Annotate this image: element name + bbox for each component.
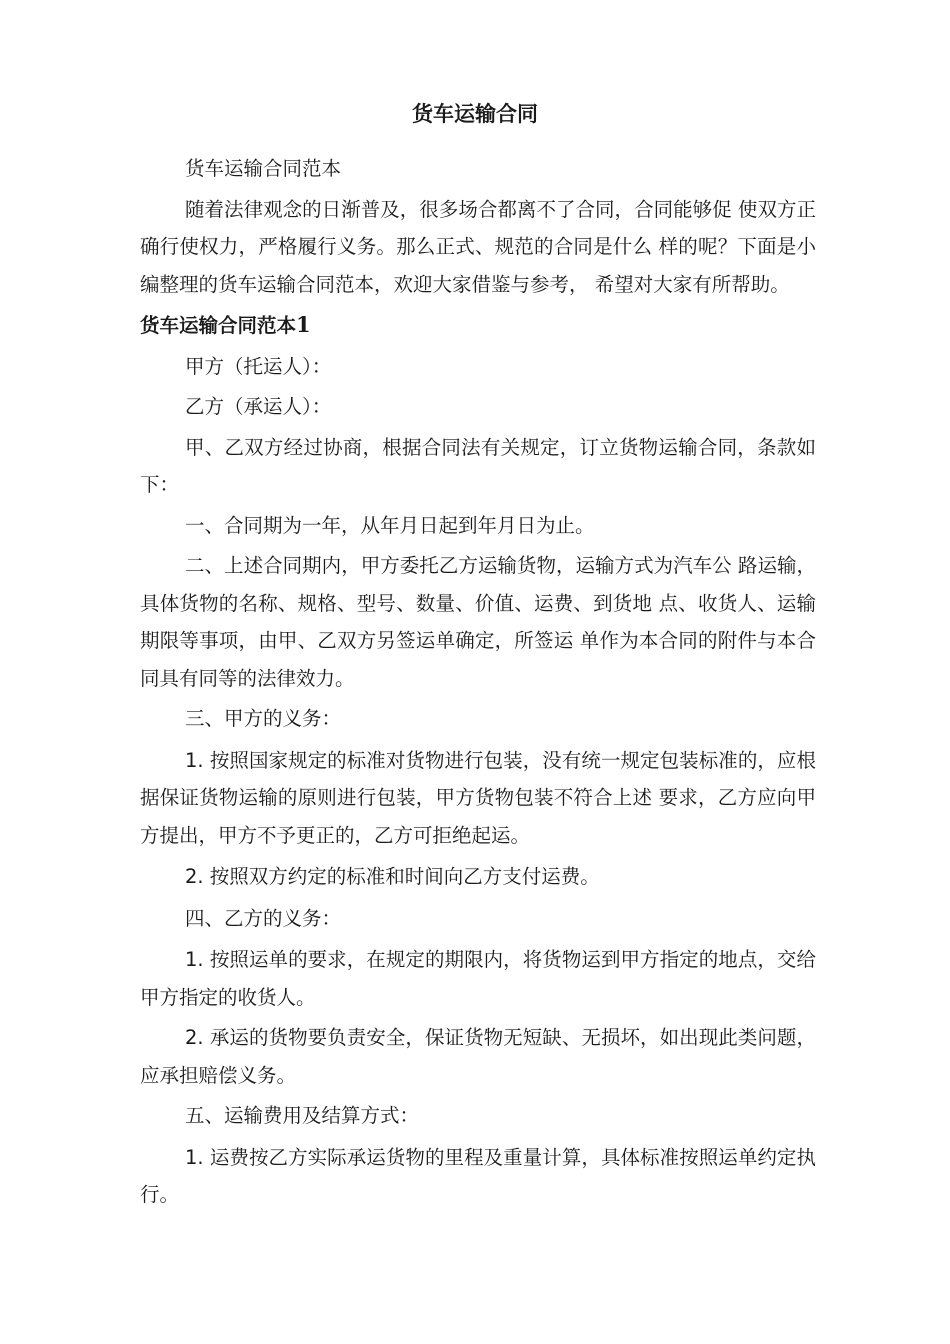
section-heading-number: 1 [296, 312, 311, 337]
clause-1: 一、合同期为一年，从年月日起到年月日为止。 [185, 513, 595, 537]
clause-2: 二、上述合同期内，甲方委托乙方运输货物，运输方式为汽车公 路运输，具体货物的名称、规格、型号、数量、价值、运费、到货地 点、收货人、运输期限等事项，由甲、乙双方另签运单确定，所签运 单作为本合同的附件与本合同具有同等的法律效力。 [140, 554, 816, 690]
section-heading-text: 货车运输合同范本 [140, 314, 297, 337]
party-b-line: 乙方（承运人）： [185, 395, 332, 418]
clause-3-heading: 三、甲方的义务： [185, 707, 342, 730]
clause-3-item-2: 2. 按照双方约定的标准和时间向乙方支付运费。 [185, 865, 600, 888]
clause-4-item-1: 1. 按照运单的要求，在规定的期限内，将货物运到甲方指定的地点，交给甲方指定的收货人。 [140, 948, 816, 1009]
section-heading [140, 306, 816, 345]
agreement-paragraph: 甲、乙双方经过协商，根据合同法有关规定，订立货物运输合同，条款如下： [140, 435, 816, 496]
clause-4-item-2: 2. 承运的货物要负责安全，保证货物无短缺、无损坏，如出现此类问题，应承担赔偿义务。 [140, 1026, 816, 1087]
subtitle-paragraph: 货车运输合同范本 [185, 157, 342, 180]
clause-3-item-1: 1. 按照国家规定的标准对货物进行包装，没有统一规定包装标准的，应根据保证货物运输的原则进行包装，甲方货物包装不符合上述 要求，乙方应向甲方提出，甲方不予更正的，乙方可拒绝起运。 [140, 748, 816, 847]
clause-5-heading: 五、运输费用及结算方式： [185, 1104, 420, 1127]
party-a-line: 甲方（托运人）： [185, 354, 332, 378]
document-title: 货车运输合同 [412, 102, 538, 126]
intro-paragraph: 随着法律观念的日渐普及，很多场合都离不了合同，合同能够促 使双方正确行使权力，严格履行义务。那么正式、规范的合同是什么 样的呢？下面是小编整理的货车运输合同范本，欢迎大家借鉴与参考， 希望对大家有所帮助。 [140, 197, 816, 296]
clause-5-item-1: 1. 运费按乙方实际承运货物的里程及重量计算，具体标准按照运单约定执行。 [140, 1145, 816, 1206]
document-body [140, 150, 816, 1217]
clause-4-heading: 四、乙方的义务： [185, 906, 342, 930]
